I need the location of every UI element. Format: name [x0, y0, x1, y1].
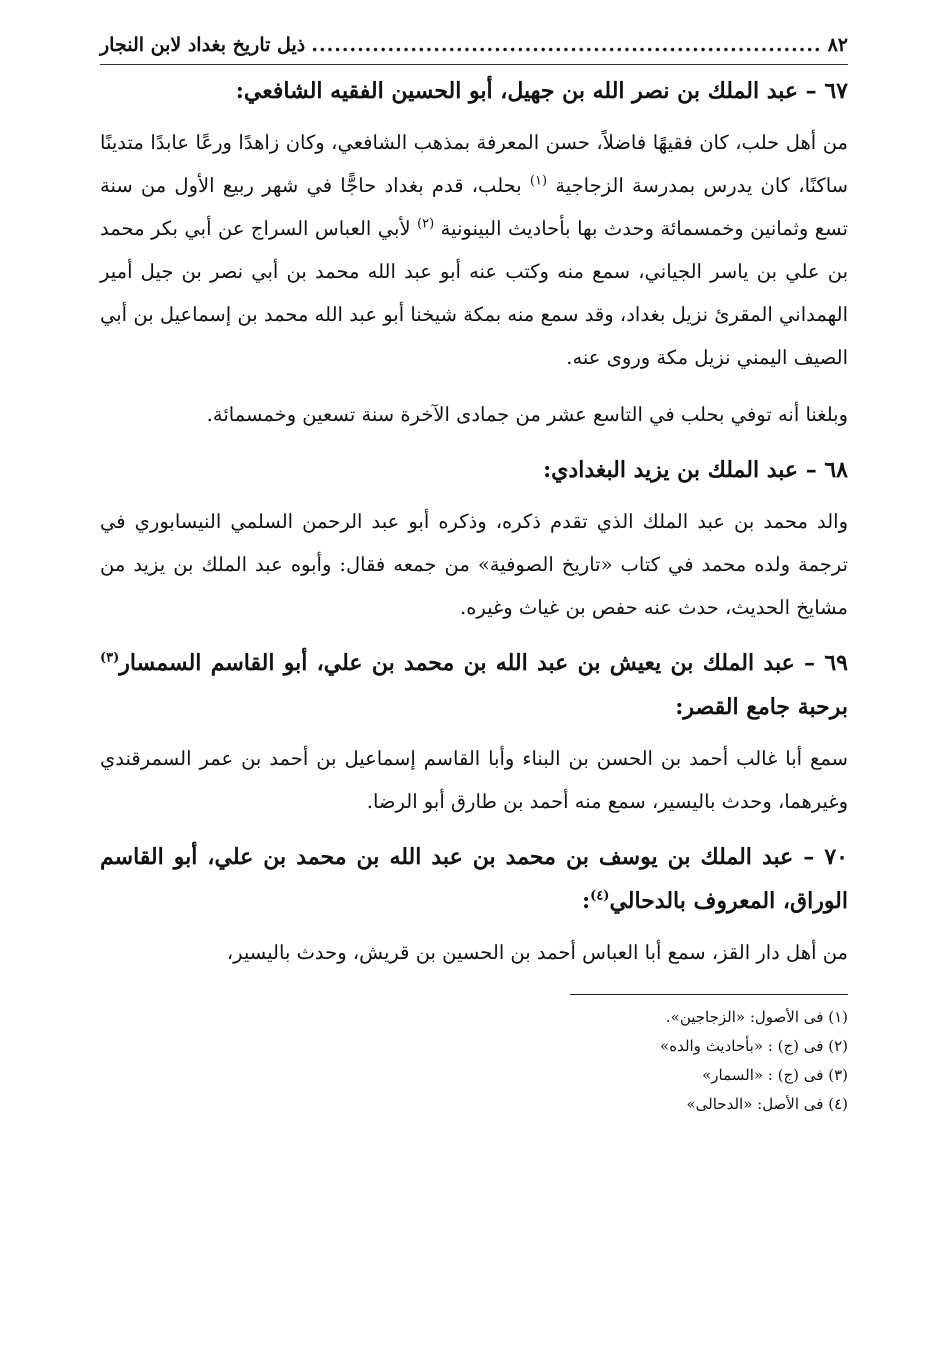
entry-68-heading: ٦٨ – عبد الملك بن يزيد البغدادي: — [543, 457, 848, 483]
running-header — [100, 28, 848, 65]
book-title: ذيل تاريخ بغداد لابن النجار — [100, 34, 306, 56]
entry-67-text-c: لأبي العباس السراج عن أبي بكر محمد بن علي بن ياسر الجياني، سمع منه وكتب عنه أبو عبد الله محمد بن أبي نصر بن جيل أمير الهمداني المقرئ نزيل بغداد، وقد سمع منه بمكة شيخنا أبو عبد الله محمد بن إسماعيل بن أبي الصيف اليمني نزيل مكة وروى عنه. — [100, 217, 848, 369]
footnote-1: (١) فى الأصول: «الزجاجين». — [665, 1008, 848, 1026]
entry-67-paragraph-1 — [100, 121, 848, 379]
entry-67-text-a: من أهل حلب، كان فقيهًا فاضلاً، حسن المعرفة بمذهب الشافعي، وكان زاهدًا ورعًا عابدًا متدينًا ساكنًا، كان يدرس بمدرسة الزجاجية — [100, 131, 848, 197]
entry-67-text-b: بحلب، قدم بغداد حاجًّا في شهر ربيع الأول من سنة تسع وثمانين وخمسمائة وحدث بها بأحاديث البينونية — [100, 174, 849, 240]
header-leader-dots: ................................................................... — [311, 34, 822, 56]
page-number: ٨٢ — [827, 34, 848, 56]
entry-69-heading-text: ٦٩ – عبد الملك بن يعيش بن عبد الله بن محمد بن علي، أبو القاسم السمسار — [119, 650, 848, 676]
footnotes — [100, 1003, 848, 1119]
footnote-2: (٢) فى (ج) : «بأحاديث والده» — [660, 1037, 848, 1055]
footnote-ref-3: (٣) — [100, 650, 120, 666]
footnote-4: (٤) فى الأصل: «الدحالى» — [686, 1095, 848, 1113]
footnote-ref-1: (١) — [529, 173, 548, 189]
entry-70-heading — [100, 835, 848, 923]
entry-68-paragraph: والد محمد بن عبد الملك الذي تقدم ذكره، وذكره أبو عبد الرحمن السلمي النيسابوري في ترجمة ولده محمد في كتاب «تاريخ الصوفية» من جمعه فقال: وأبوه عبد الملك بن يزيد من مشايخ الحديث، حدث عنه حفص بن غياث وغيره. — [100, 510, 848, 619]
entry-69-heading — [100, 641, 848, 729]
entry-67-heading: ٦٧ – عبد الملك بن نصر الله بن جهيل، أبو الحسين الفقيه الشافعي: — [235, 78, 848, 104]
entry-69-heading-tail: برحبة جامع القصر: — [675, 694, 848, 720]
entry-70-heading-text: ٧٠ – عبد الملك بن يوسف بن محمد بن عبد الله بن محمد بن علي، أبو القاسم الوراق، المعروف بالدحالي — [100, 844, 848, 914]
footnote-separator — [570, 994, 848, 995]
footnote-ref-4: (٤) — [590, 888, 610, 904]
entry-69-paragraph: سمع أبا غالب أحمد بن الحسن بن البناء وأبا القاسم إسماعيل بن أحمد بن عمر السمرقندي وغيرهما، وحدث باليسير، سمع منه أحمد بن طارق أبو الرضا. — [100, 747, 848, 813]
entry-67-paragraph-2: وبلغنا أنه توفي بحلب في التاسع عشر من جمادى الآخرة سنة تسعين وخمسمائة. — [206, 403, 848, 426]
footnote-3: (٣) فى (ج) : «السمار» — [702, 1066, 848, 1084]
document-page — [100, 28, 848, 1119]
footnote-ref-2: (٢) — [417, 216, 435, 232]
entry-70-heading-tail: : — [582, 888, 591, 914]
entry-70-paragraph: من أهل دار القز، سمع أبا العباس أحمد بن الحسين بن قريش، وحدث باليسير، — [226, 941, 848, 964]
